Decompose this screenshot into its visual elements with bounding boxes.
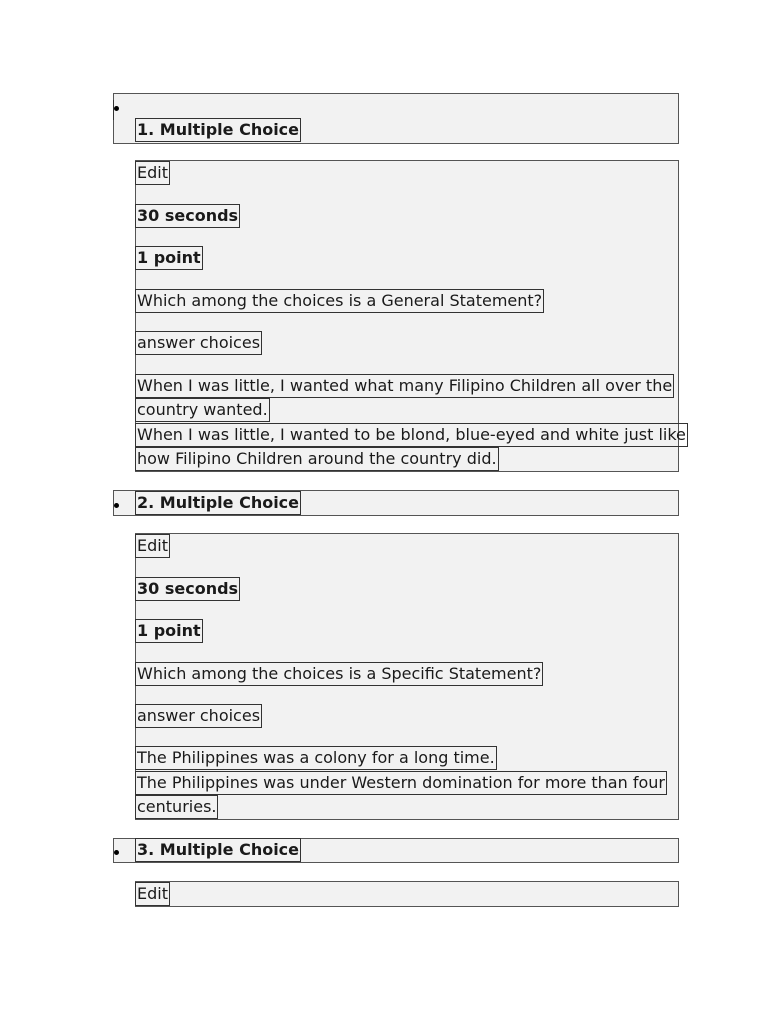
choice-2a[interactable]: The Philippines was a colony for a long time.: [135, 746, 497, 770]
edit-link-2[interactable]: Edit: [135, 534, 170, 558]
question-title-2[interactable]: 2. Multiple Choice: [135, 491, 301, 515]
question-title-1[interactable]: 1. Multiple Choice: [135, 118, 301, 142]
points-label-1: 1 point: [135, 246, 203, 270]
points-label-2: 1 point: [135, 619, 203, 643]
answers-label-1: answer choices: [135, 331, 262, 355]
choice-2b-line1[interactable]: The Philippines was under Western domination for more than four: [135, 771, 667, 795]
question-title-3[interactable]: 3. Multiple Choice: [135, 838, 301, 862]
question-text-2: Which among the choices is a Specific Statement?: [135, 662, 543, 686]
question-text-1: Which among the choices is a General Statement?: [135, 289, 544, 313]
time-label-1: 30 seconds: [135, 204, 240, 228]
choice-2b-line2[interactable]: centuries.: [135, 795, 218, 819]
question-body-3: [135, 881, 679, 907]
bullet-icon: [114, 850, 119, 855]
bullet-icon: [114, 503, 119, 508]
choice-1b-line2[interactable]: how Filipino Children around the country did.: [135, 447, 499, 471]
edit-link-3[interactable]: Edit: [135, 882, 170, 906]
choice-1a-line1[interactable]: When I was little, I wanted what many Filipino Children all over the: [135, 374, 674, 398]
bullet-icon: [114, 106, 119, 111]
edit-link-1[interactable]: Edit: [135, 161, 170, 185]
answers-label-2: answer choices: [135, 704, 262, 728]
choice-1a-line2[interactable]: country wanted.: [135, 398, 270, 422]
choice-1b-line1[interactable]: When I was little, I wanted to be blond, blue-eyed and white just like: [135, 423, 688, 447]
time-label-2: 30 seconds: [135, 577, 240, 601]
